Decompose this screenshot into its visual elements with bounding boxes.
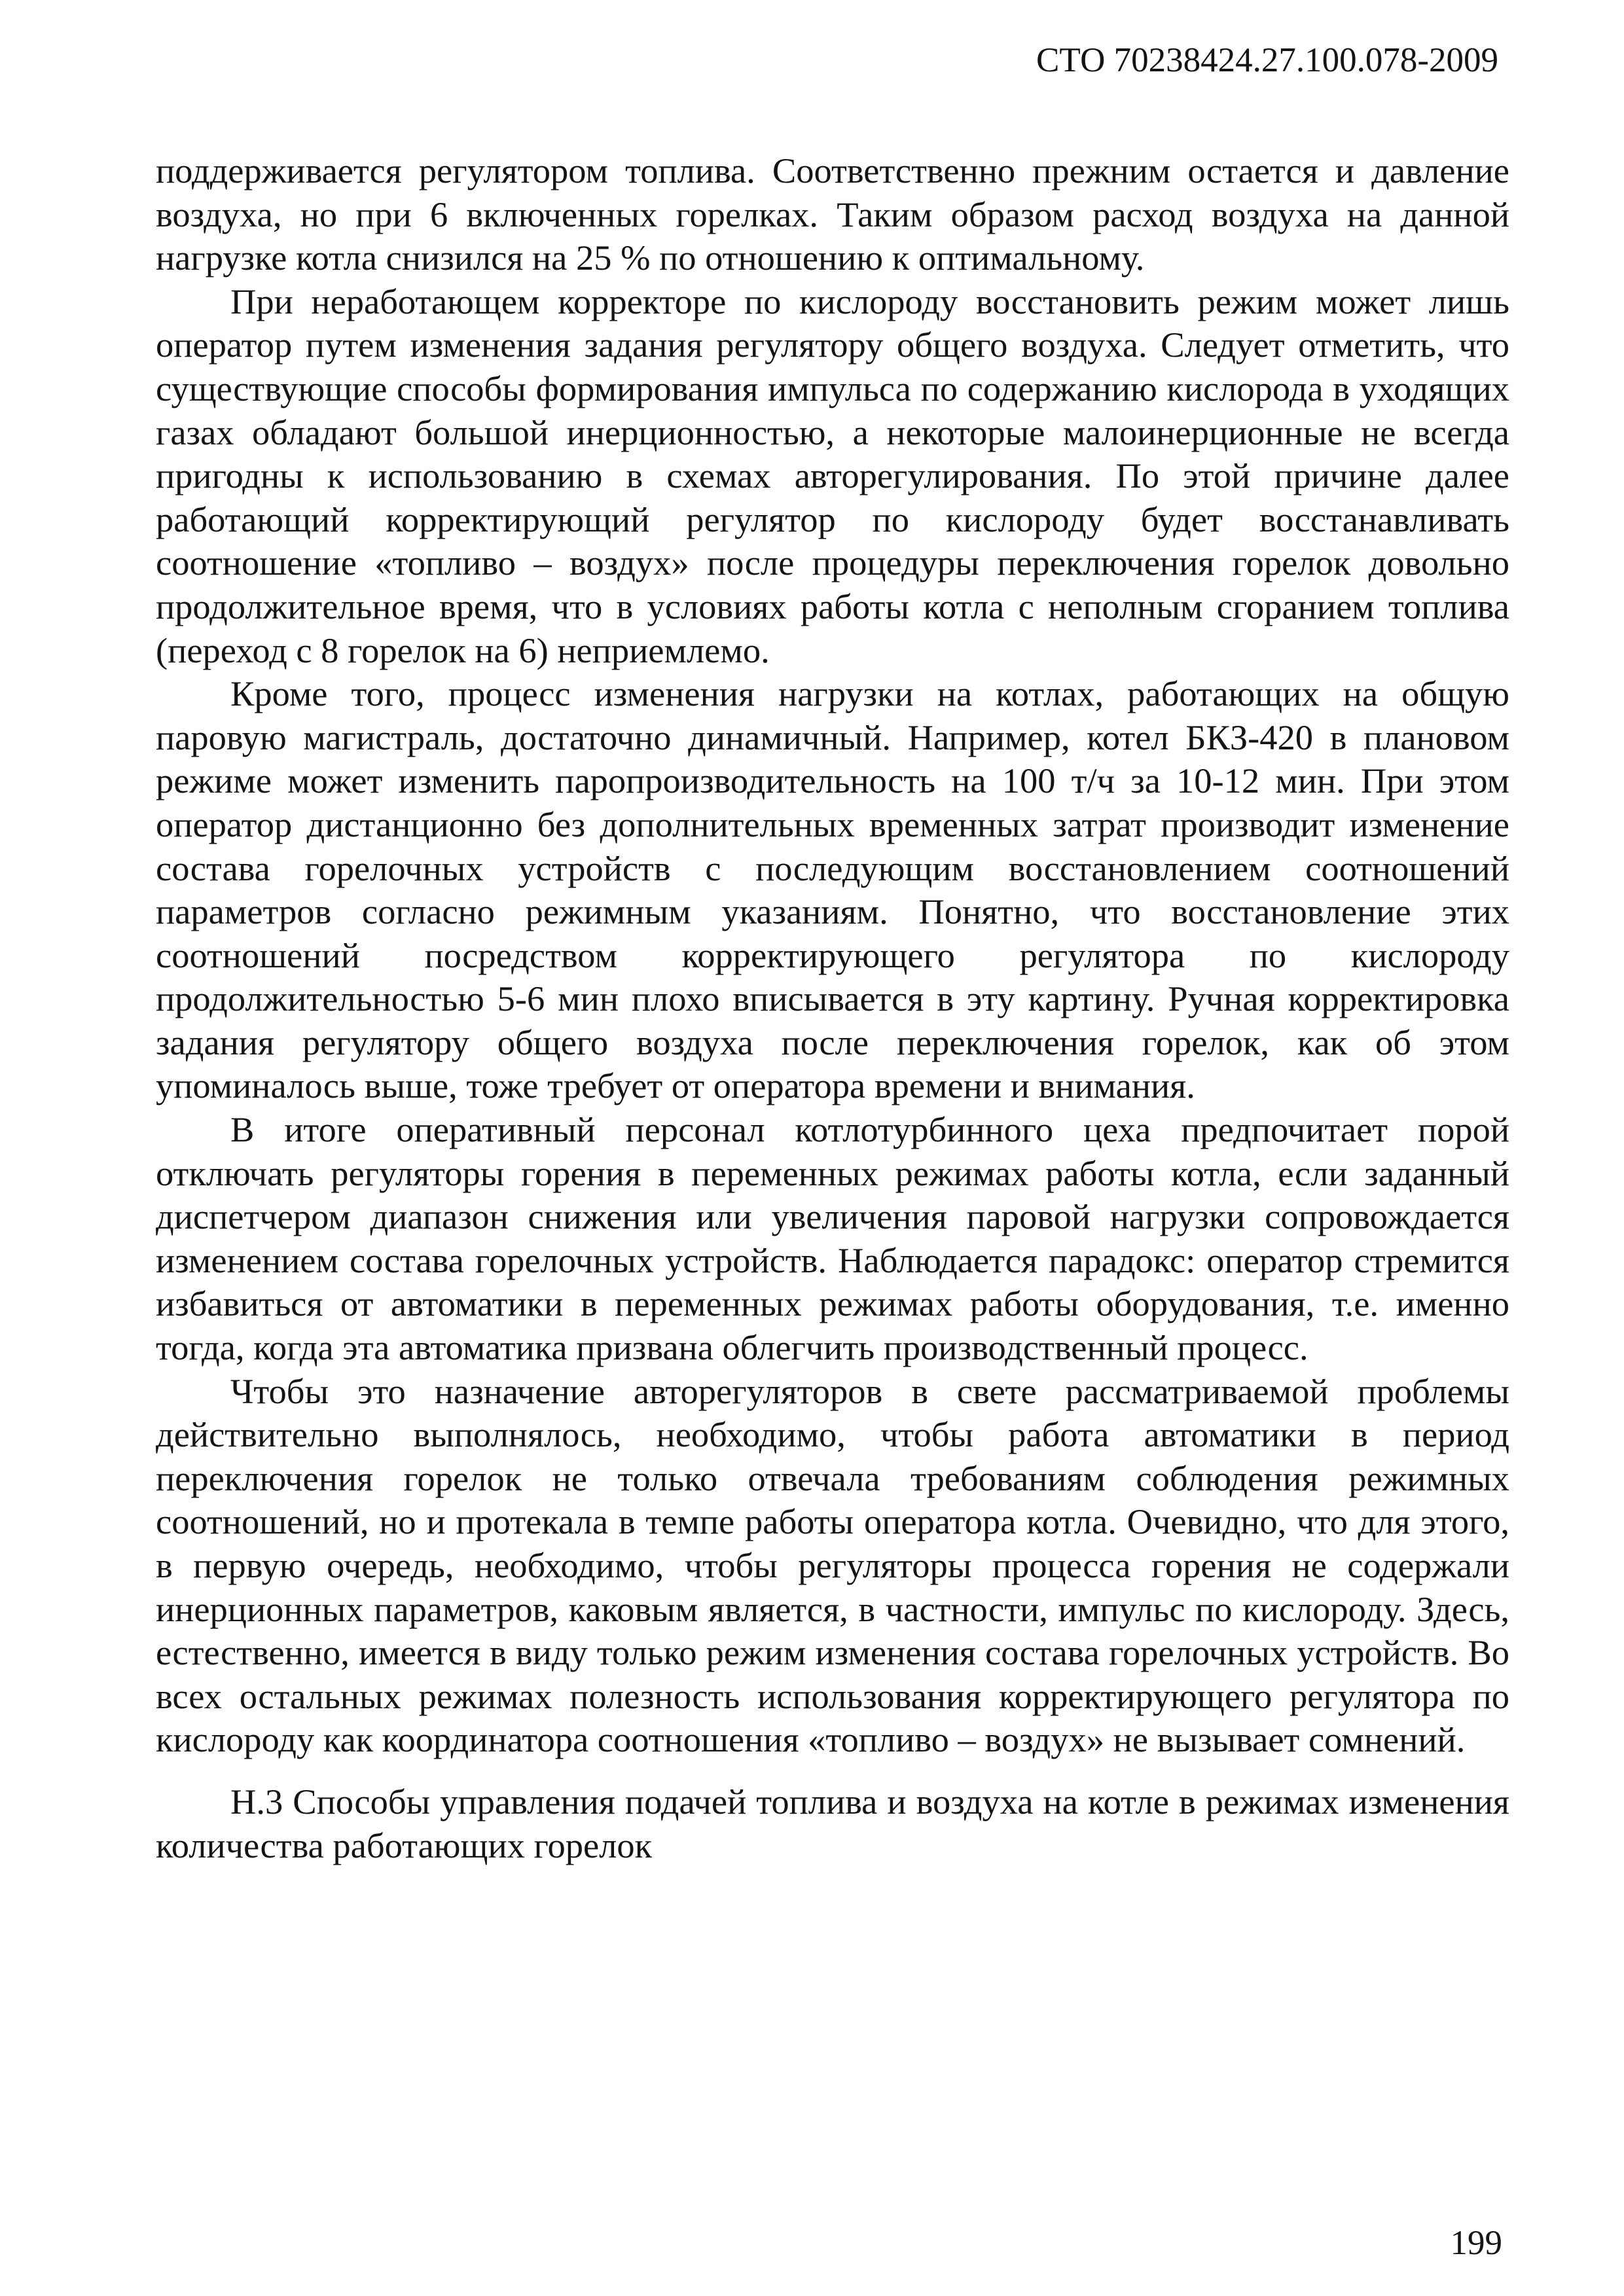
- paragraph: При неработающем корректоре по кислороду восстановить режим может лишь оператор путем изменения задания регулятору общего воздуха. Следует отметить, что существующие способы формирования импульса по содержанию кислорода в уходящих газах обладают большой инерционностью, а некоторые малоинерционные не всегда пригодны к использованию в схемах авторегулирования. По этой причине далее работающий корректирующий регулятор по кислороду будет восстанавливать соотношение «топливо – воздух» после процедуры переключения горелок довольно продолжительное время, что в условиях работы котла с неполным сгоранием топлива (переход с 8 горелок на 6) неприемлемо.: [156, 281, 1509, 670]
- paragraph: Чтобы это назначение авторегуляторов в свете рассматриваемой проблемы действительно выполнялось, необходимо, чтобы работа автоматики в период переключения горелок не только отвечала требованиям соблюдения режимных соотношений, но и протекала в темпе работы оператора котла. Очевидно, что для этого, в первую очередь, необходимо, чтобы регуляторы процесса горения не содержали инерционных параметров, каковым является, в частности, импульс по кислороду. Здесь, естественно, имеется в виду только режим изменения состава горелочных устройств. Во всех остальных режимах полезность использования корректирующего регулятора по кислороду как координатора соотношения «топливо – воздух» не вызывает сомнений.: [156, 1371, 1509, 1760]
- page-number: 199: [1450, 2224, 1502, 2262]
- paragraph: В итоге оперативный персонал котлотурбинного цеха предпочитает порой отключать регуляторы горения в переменных режимах работы котла, если заданный диспетчером диапазон снижения или увеличения паровой нагрузки сопровождается изменением состава горелочных устройств. Наблюдается парадокс: оператор стремится избавиться от автоматики в переменных режимах работы оборудования, т.е. именно тогда, когда эта автоматика призвана облегчить производственный процесс.: [156, 1109, 1509, 1368]
- paragraph-continuation: поддерживается регулятором топлива. Соответственно прежним остается и давление воздуха, но при 6 включенных горелках. Таким образом расход воздуха на данной нагрузке котла снизился на 25 % по отношению к оптимальному.: [156, 151, 1509, 278]
- document-body: [156, 149, 1509, 1867]
- document-code-header: СТО 70238424.27.100.078-2009: [1036, 41, 1498, 79]
- section-heading: Н.3 Способы управления подачей топлива и воздуха на котле в режимах изменения количества работающих горелок: [156, 1781, 1509, 1865]
- paragraph: Кроме того, процесс изменения нагрузки на котлах, работающих на общую паровую магистраль, достаточно динамичный. Например, котел БКЗ-420 в плановом режиме может изменить паропроизводительность на 100 т/ч за 10-12 мин. При этом оператор дистанционно без дополнительных временных затрат производит изменение состава горелочных устройств с последующим восстановлением соотношений параметров согласно режимным указаниям. Понятно, что восстановление этих соотношений посредством корректирующего регулятора по кислороду продолжительностью 5-6 мин плохо вписывается в эту картину. Ручная корректировка задания регулятору общего воздуха после переключения горелок, как об этом упоминалось выше, тоже требует от оператора времени и внимания.: [156, 673, 1509, 1106]
